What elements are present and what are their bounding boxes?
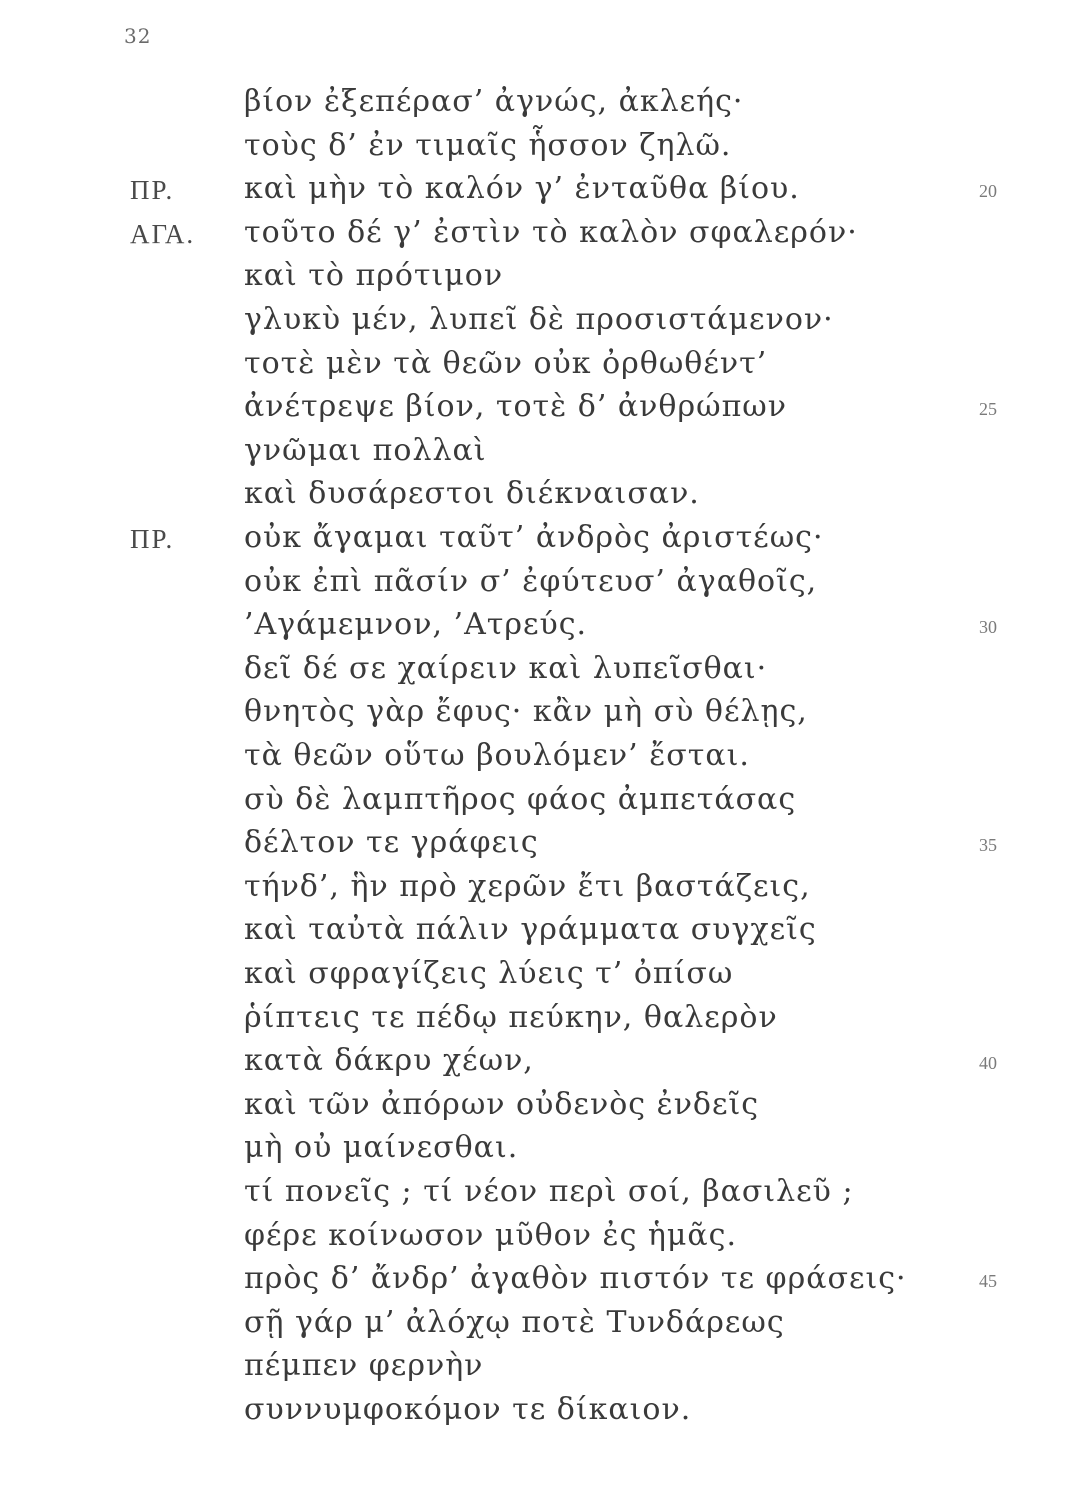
- verse-line: [0, 651, 1073, 695]
- verse-line: [0, 258, 1073, 302]
- verse-line-text: καὶ τὸ πρότιμον: [244, 258, 504, 293]
- verse-line-text: πρὸς δ’ ἄνδρ’ ἀγαθὸν πιστόν τε φράσεις·: [244, 1261, 907, 1296]
- verse-line-text: θνητὸς γὰρ ἔφυς· κἂν μὴ σὺ θέλῃς,: [244, 694, 808, 729]
- verse-line-text: τὰ θεῶν οὕτω βουλόμεν’ ἔσται.: [244, 738, 750, 773]
- verse-line: [0, 825, 1073, 869]
- verse-line: [0, 1348, 1073, 1392]
- speaker-label: ΑΓΑ.: [130, 219, 196, 249]
- verse-line: [0, 607, 1073, 651]
- verse-line: [0, 1087, 1073, 1131]
- verse-line-text: καὶ μὴν τὸ καλόν γ’ ἐνταῦθα βίου.: [244, 171, 800, 206]
- verse-line: [0, 1261, 1073, 1305]
- verse-line: [0, 564, 1073, 608]
- verse-line-text: ῥίπτεις τε πέδῳ πεύκην, θαλερὸν: [244, 1000, 778, 1035]
- verse-line: [0, 171, 1073, 215]
- verse-line: [0, 694, 1073, 738]
- verse-line-text: τοὺς δ’ ἐν τιμαῖς ἧσσον ζηλῶ.: [244, 128, 732, 163]
- verse-line-text: γνῶμαι πολλαὶ: [244, 433, 487, 468]
- line-number: 25: [979, 399, 997, 419]
- verse-line-text: μὴ οὐ μαίνεσθαι.: [244, 1130, 519, 1165]
- verse-line: [0, 389, 1073, 433]
- verse-line-text: κατὰ δάκρυ χέων,: [244, 1043, 534, 1078]
- verse-line: [0, 128, 1073, 172]
- verse-line: [0, 1218, 1073, 1262]
- verse-line: [0, 1305, 1073, 1349]
- verse-line-text: τήνδ’, ἣν πρὸ χερῶν ἔτι βαστάζεις,: [244, 869, 811, 904]
- verse-line-text: ’Αγάμεμνον, ’Ατρεύς.: [244, 607, 588, 642]
- verse-line-text: καὶ δυσάρεστοι διέκναισαν.: [244, 476, 700, 511]
- verse-line-text: καὶ τῶν ἀπόρων οὐδενὸς ἐνδεῖς: [244, 1087, 760, 1122]
- verse-line-text: βίον ἐξεπέρασ’ ἀγνώς, ἀκλεής·: [244, 84, 744, 119]
- verse-line: [0, 1043, 1073, 1087]
- verse-line-text: τοῦτο δέ γ’ ἐστὶν τὸ καλὸν σφαλερόν·: [244, 215, 858, 250]
- verse-line-text: οὐκ ἄγαμαι ταῦτ’ ἀνδρὸς ἀριστέως·: [244, 520, 824, 555]
- verse-line-text: τί πονεῖς ; τί νέον περὶ σοί, βασιλεῦ ;: [244, 1174, 854, 1209]
- verse-line: [0, 869, 1073, 913]
- verse-line-text: καὶ ταὐτὰ πάλιν γράμματα συγχεῖς: [244, 912, 817, 947]
- page-number: 32: [124, 24, 152, 48]
- verse-line: [0, 302, 1073, 346]
- verse-line-text: σῇ γάρ μ’ ἀλόχῳ ποτὲ Τυνδάρεως: [244, 1305, 785, 1340]
- verse-line: [0, 912, 1073, 956]
- verse-line-text: φέρε κοίνωσον μῦθον ἐς ἡμᾶς.: [244, 1218, 737, 1253]
- verse-line: [0, 1392, 1073, 1436]
- line-number: 30: [979, 617, 997, 637]
- line-number: 45: [979, 1271, 997, 1291]
- verse-line-text: καὶ σφραγίζεις λύεις τ’ ὀπίσω: [244, 956, 734, 991]
- verse-line: [0, 956, 1073, 1000]
- verse-line-text: πέμπεν φερνὴν: [244, 1348, 484, 1383]
- line-number: 20: [979, 181, 997, 201]
- speaker-label: ΠΡ.: [130, 175, 175, 205]
- verse-line-text: δέλτον τε γράφεις: [244, 825, 539, 860]
- verse-line: [0, 738, 1073, 782]
- verse-line-text: συννυμφοκόμον τε δίκαιον.: [244, 1392, 692, 1427]
- speaker-label: ΠΡ.: [130, 524, 175, 554]
- verse-line: [0, 782, 1073, 826]
- verse-line-text: δεῖ δέ σε χαίρειν καὶ λυπεῖσθαι·: [244, 651, 768, 686]
- line-number: 35: [979, 835, 997, 855]
- verse-line-text: οὐκ ἐπὶ πᾶσίν σ’ ἐφύτευσ’ ἀγαθοῖς,: [244, 564, 818, 599]
- verse-line: [0, 520, 1073, 564]
- verse-line: [0, 476, 1073, 520]
- verse-line: [0, 433, 1073, 477]
- verse-line: [0, 84, 1073, 128]
- line-number: 40: [979, 1053, 997, 1073]
- verse-line: [0, 1130, 1073, 1174]
- verse-line: [0, 1000, 1073, 1044]
- verse-line-text: ἀνέτρεψε βίον, τοτὲ δ’ ἀνθρώπων: [244, 389, 787, 424]
- verse-line-text: γλυκὺ μέν, λυπεῖ δὲ προσιστάμενον·: [244, 302, 834, 337]
- verse-line: [0, 215, 1073, 259]
- verse-line-text: σὺ δὲ λαμπτῆρος φάος ἀμπετάσας: [244, 782, 797, 817]
- verse-line: [0, 1174, 1073, 1218]
- verse-line-text: τοτὲ μὲν τὰ θεῶν οὐκ ὀρθωθέντ’: [244, 346, 768, 381]
- verse-line: [0, 346, 1073, 390]
